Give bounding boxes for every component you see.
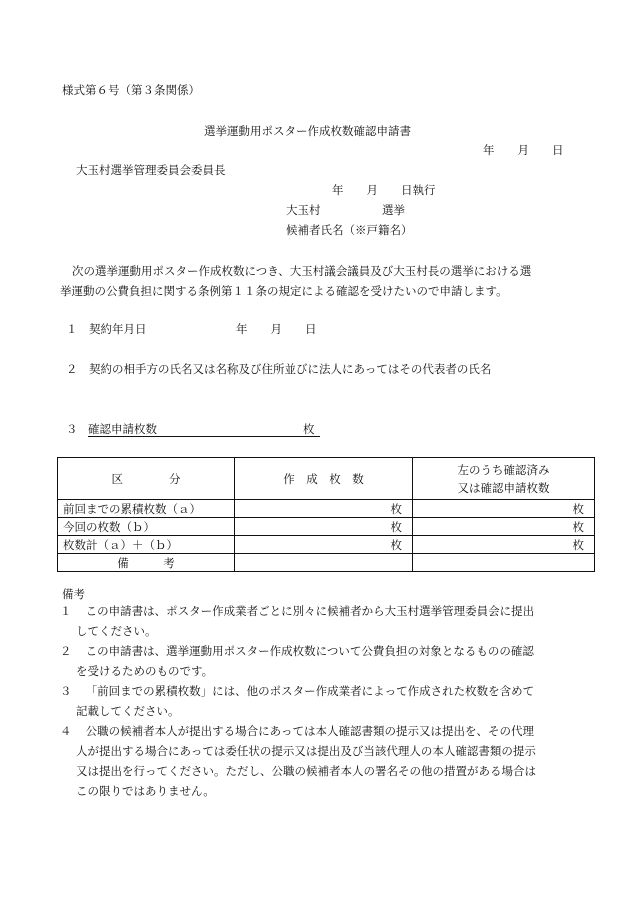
note-text: 記載してください。 bbox=[76, 704, 180, 718]
note-number: ４ bbox=[60, 724, 72, 738]
addressee: 大玉村選挙管理委員会委員長 bbox=[76, 163, 226, 177]
table-row bbox=[58, 536, 595, 554]
table-header-row bbox=[58, 458, 595, 500]
item2-label: ２ 契約の相手方の氏名又は名称及び住所並びに法人にあってはその代表者の氏名 bbox=[66, 362, 492, 376]
note-text: を受けるためのものです。 bbox=[76, 664, 214, 678]
election-date: 年 月 日執行 bbox=[332, 183, 436, 197]
note-text: してください。 bbox=[76, 624, 157, 638]
item3-unit: 枚 bbox=[303, 422, 315, 436]
item3-label: 確認申請枚数 bbox=[88, 422, 157, 436]
note-number: ３ bbox=[60, 684, 72, 698]
document-title: 選挙運動用ポスター作成枚数確認申請書 bbox=[204, 124, 411, 138]
note-number: ２ bbox=[60, 644, 72, 658]
row-created-unit: 枚 bbox=[235, 500, 413, 518]
note-number: １ bbox=[60, 604, 72, 618]
table-row bbox=[58, 500, 595, 518]
row-created-unit: 枚 bbox=[235, 536, 413, 554]
row-confirmed-unit: 枚 bbox=[413, 518, 595, 536]
remarks-label: 備 考 bbox=[58, 554, 235, 572]
submission-date: 年 月 日 bbox=[483, 143, 564, 157]
note-text: 「前回までの累積枚数」には、他のポスター作成業者によって作成された枚数を含めて bbox=[85, 684, 535, 698]
note-text: この限りではありません。 bbox=[76, 784, 215, 798]
form-label: 様式第６号（第３条関係） bbox=[62, 83, 200, 97]
header-confirmed-line1: 左のうち確認済み bbox=[457, 462, 550, 477]
note-text: この申請書は、ポスター作成業者ごとに別々に候補者から大玉村選挙管理委員会に提出 bbox=[85, 604, 535, 618]
note-item-4 bbox=[60, 721, 570, 801]
table-row-remarks bbox=[58, 554, 595, 572]
item3-field bbox=[88, 422, 320, 437]
item1-date: 年 月 日 bbox=[236, 322, 317, 336]
row-confirmed-unit: 枚 bbox=[413, 500, 595, 518]
note-text: 公職の候補者本人が提出する場合にあっては本人確認書類の提示又は提出を、その代理 bbox=[85, 724, 535, 738]
header-confirmed-count bbox=[413, 458, 595, 500]
remarks-cell-confirmed bbox=[413, 554, 595, 572]
row-label: 今回の枚数（ｂ） bbox=[58, 518, 235, 536]
header-confirmed-line2: 又は確認申請枚数 bbox=[457, 480, 550, 495]
row-label: 枚数計（ａ）＋（ｂ） bbox=[58, 536, 235, 554]
note-item-1 bbox=[60, 601, 570, 641]
note-item-3 bbox=[60, 681, 570, 721]
table-row bbox=[58, 518, 595, 536]
header-category: 区 分 bbox=[58, 458, 235, 500]
election-name-suffix: 選挙 bbox=[382, 203, 405, 217]
item3-number: ３ bbox=[66, 422, 78, 436]
intro-line-1: 次の選挙運動用ポスター作成枚数につき、大玉村議会議員及び大玉村長の選挙における選 bbox=[72, 264, 532, 278]
header-created-count: 作 成 枚 数 bbox=[235, 458, 413, 500]
note-text: 又は提出を行ってください。ただし、公職の候補者本人の署名その他の措置がある場合は bbox=[76, 764, 536, 778]
candidate-label: 候補者氏名（※戸籍名） bbox=[286, 223, 413, 237]
note-text: 人が提出する場合にあっては委任状の提示又は提出及び当該代理人の本人確認書類の提示 bbox=[76, 744, 536, 758]
item1-label: １ 契約年月日 bbox=[66, 322, 147, 336]
notes-heading: 備考 bbox=[62, 587, 85, 601]
row-confirmed-unit: 枚 bbox=[413, 536, 595, 554]
count-table bbox=[57, 457, 595, 572]
intro-line-2: 挙運動の公費負担に関する条例第１１条の規定による確認を受けたいので申請します。 bbox=[60, 284, 508, 298]
remarks-cell-created bbox=[235, 554, 413, 572]
row-created-unit: 枚 bbox=[235, 518, 413, 536]
election-name-prefix: 大玉村 bbox=[286, 203, 321, 217]
note-text: この申請書は、選挙運動用ポスター作成枚数について公費負担の対象となるものの確認 bbox=[85, 644, 534, 658]
row-label: 前回までの累積枚数（ａ） bbox=[58, 500, 235, 518]
note-item-2 bbox=[60, 641, 570, 681]
